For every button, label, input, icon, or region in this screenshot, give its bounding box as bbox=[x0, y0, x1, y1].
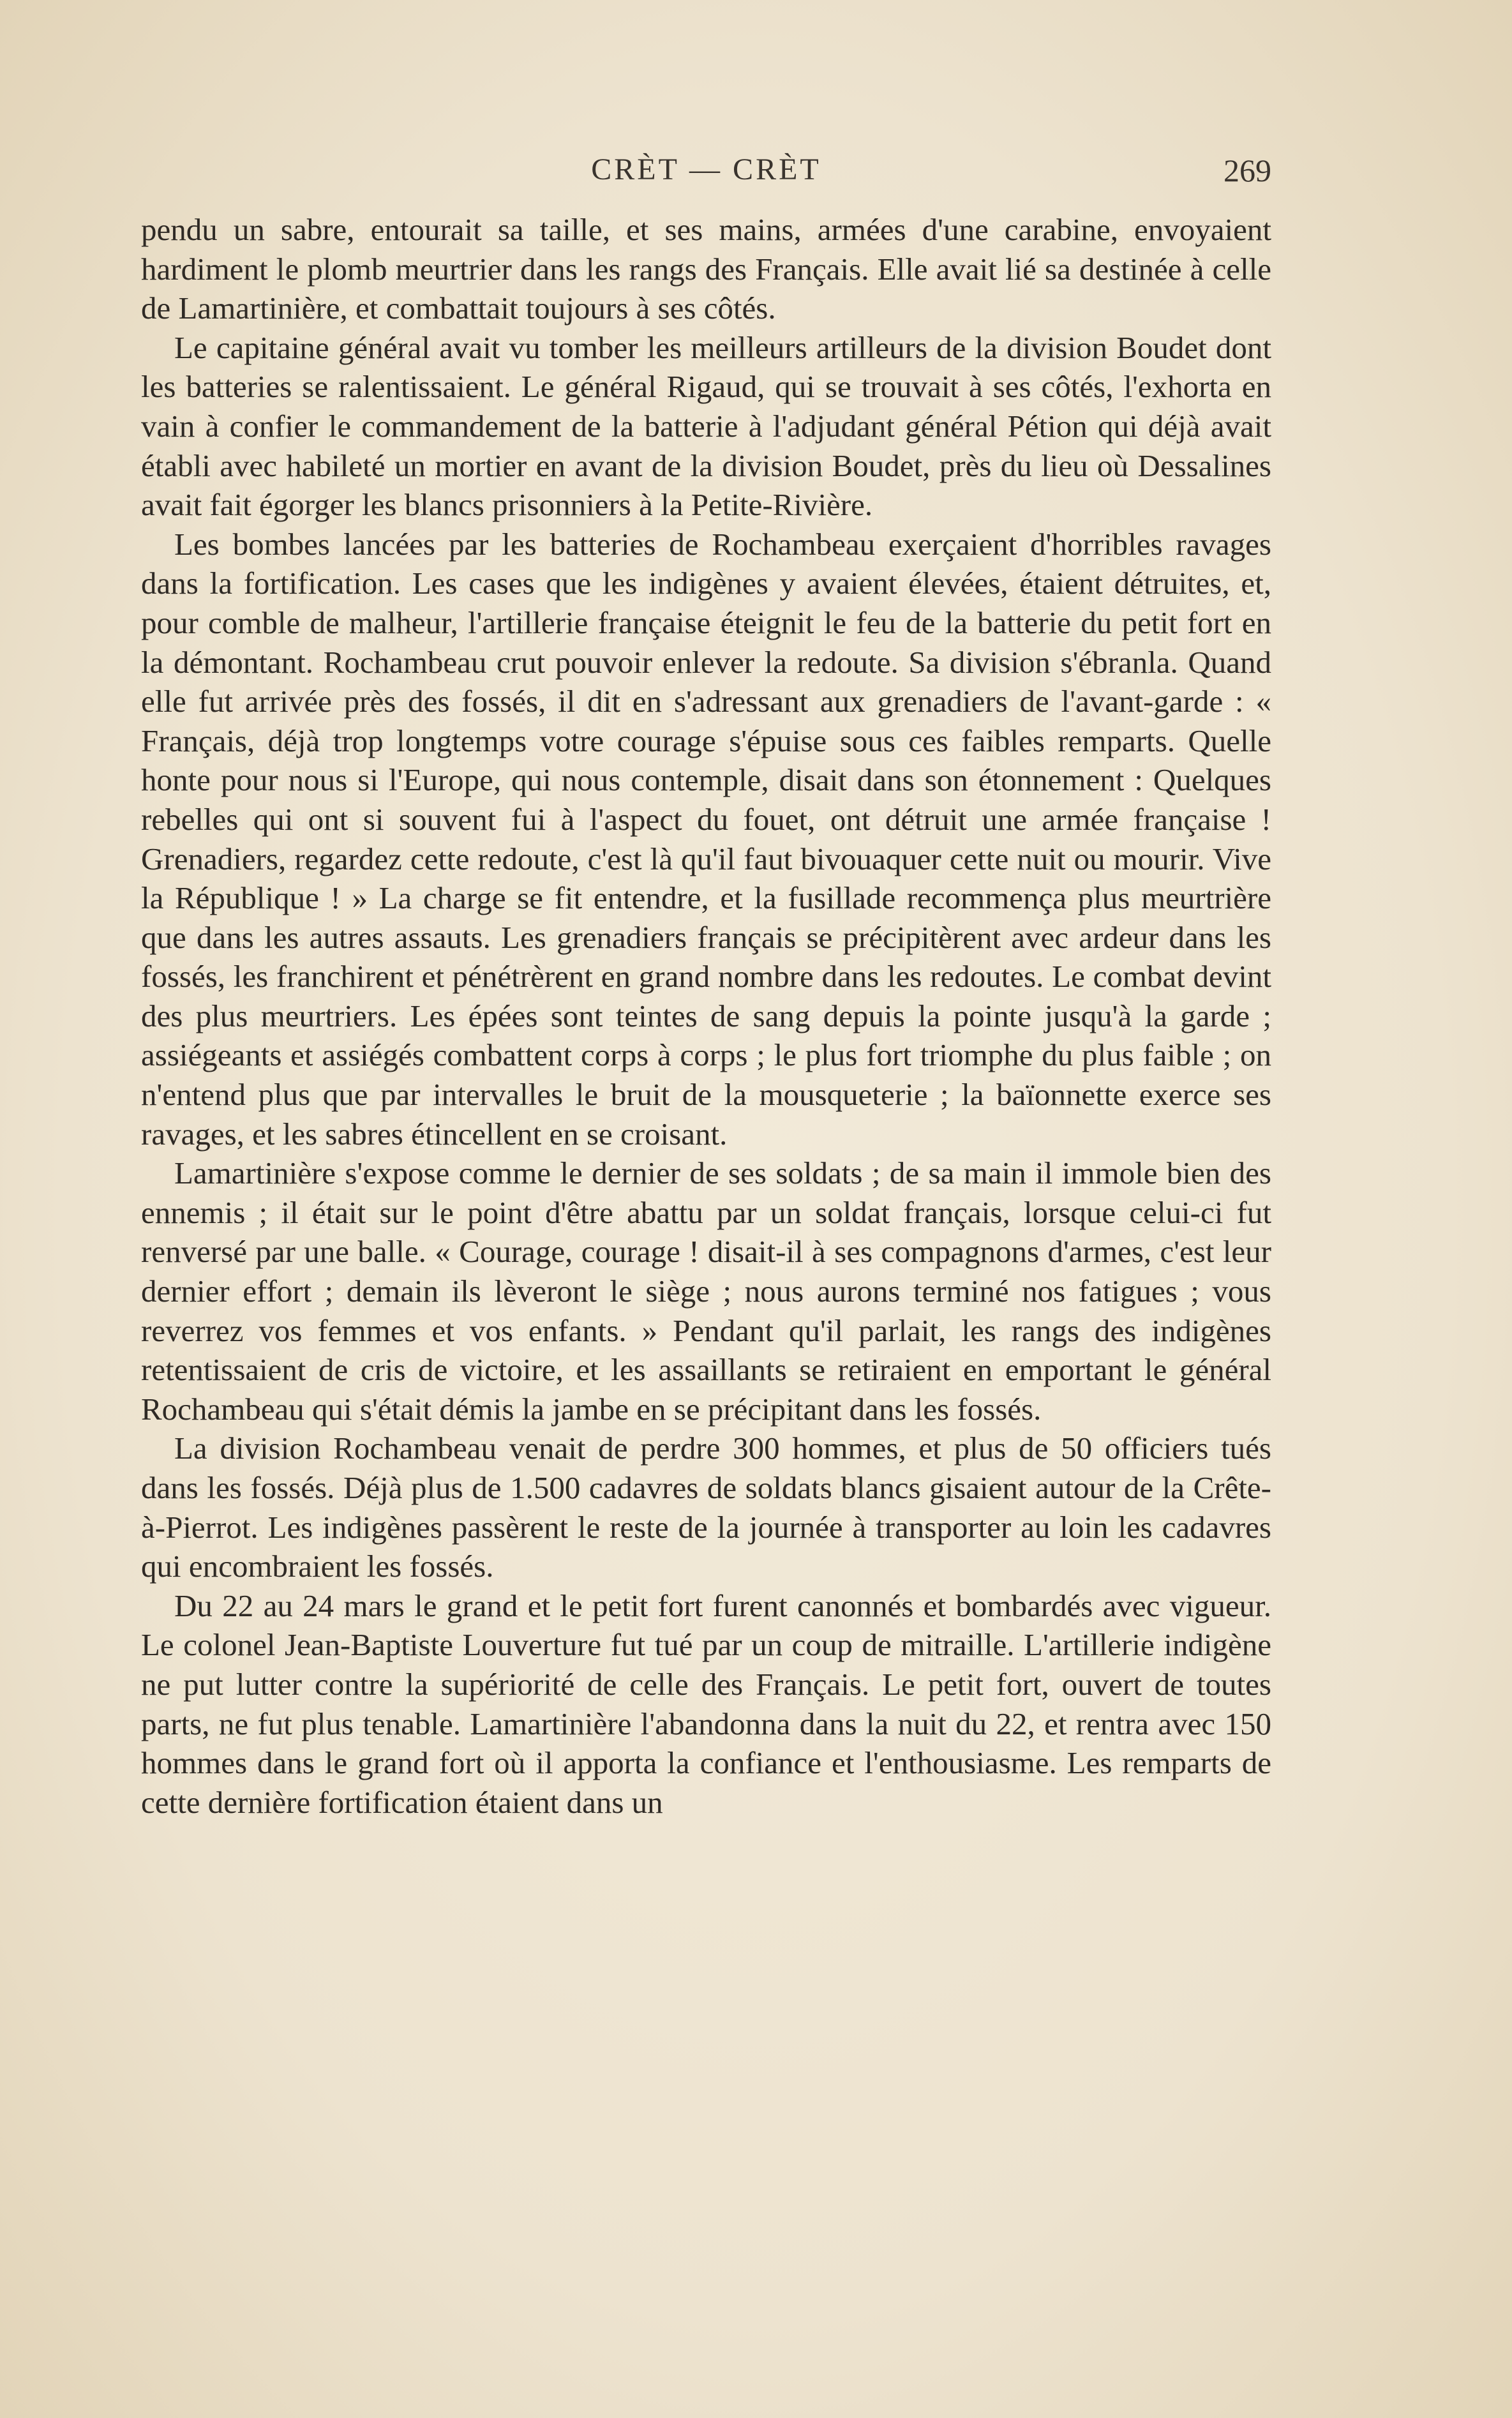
paragraph-4: Lamartinière s'expose comme le dernier de ses soldats ; de sa main il immole bien des ennemis ; il était sur le point d'être abattu par un soldat français, lorsque celui-ci fut renversé par une balle. « Courage, courage ! disait-il à ses compagnons d'armes, c'est leur dernier effort ; demain ils lèveront le siège ; nous aurons terminé nos fatigues ; vous reverrez vos femmes et vos enfants. » Pendant qu'il parlait, les rangs des indigènes retentissaient de cris de victoire, et les assaillants se retiraient en emportant le général Rochambeau qui s'était démis la jambe en se précipitant dans les fossés. bbox=[141, 1155, 1271, 1427]
paragraph-1: pendu un sabre, entourait sa taille, et ses mains, armées d'une carabine, envoyaient hardiment le plomb meurtrier dans les rangs des Français. Elle avait lié sa destinée à celle de Lamartinière, et combattait toujours à ses côtés. bbox=[141, 212, 1271, 326]
page-header bbox=[141, 146, 1271, 190]
paragraph-6: Du 22 au 24 mars le grand et le petit fort furent canonnés et bombardés avec vigueur. Le colonel Jean-Baptiste Louverture fut tué par un coup de mitraille. L'artillerie indigène ne put lutter contre la supériorité de celle des Français. Le petit fort, ouvert de toutes parts, ne fut plus tenable. Lamartinière l'abandonna dans la nuit du 22, et rentra avec 150 hommes dans le grand fort où il apporta la confiance et l'enthousiasme. Les remparts de cette dernière fortification étaient dans un bbox=[141, 1588, 1271, 1820]
paragraph-3: Les bombes lancées par les batteries de Rochambeau exerçaient d'horribles ravages dans la fortification. Les cases que les indigènes y avaient élevées, étaient détruites, et, pour comble de malheur, l'artillerie française éteignit le feu de la batterie du petit fort en la démontant. Rochambeau crut pouvoir enlever la redoute. Sa division s'ébranla. Quand elle fut arrivée près des fossés, il dit en s'adressant aux grenadiers de l'avant-garde : « Français, déjà trop longtemps votre courage s'épuise sous ces faibles remparts. Quelle honte pour nous si l'Europe, qui nous contemple, disait dans son étonnement : Quelques rebelles qui ont si souvent fui à l'aspect du fouet, ont détruit une armée française ! Grenadiers, regardez cette redoute, c'est là qu'il faut bivouaquer cette nuit ou mourir. Vive la République ! » La charge se fit entendre, et la fusillade recommença plus meurtrière que dans les autres assauts. Les grenadiers français se précipitèrent avec ardeur dans les fossés, les franchirent et pénétrèrent en grand nombre dans les redoutes. Le combat devint des plus meurtriers. Les épées sont teintes de sang depuis la pointe jusqu'à la garde ; assiégeants et assiégés combattent corps à corps ; le plus fort triomphe du plus faible ; on n'entend plus que par intervalles le bruit de la mousqueterie ; la baïonnette exerce ses ravages, et les sabres étincellent en se croisant. bbox=[141, 526, 1271, 1152]
paragraph-2: Le capitaine général avait vu tomber les meilleurs artilleurs de la division Boudet dont les batteries se ralentissaient. Le général Rigaud, qui se trouvait à ses côtés, l'exhorta en vain à confier le commandement de la batterie à l'adjudant général Pétion qui déjà avait établi avec habileté un mortier en avant de la division Boudet, près du lieu où Dessalines avait fait égorger les blancs prisonniers à la Petite-Rivière. bbox=[141, 329, 1271, 523]
paragraph-5: La division Rochambeau venait de perdre 300 hommes, et plus de 50 officiers tués dans les fossés. Déjà plus de 1.500 cadavres de soldats blancs gisaient autour de la Crête-à-Pierrot. Les indigènes passèrent le reste de la journée à transporter au loin les cadavres qui encombraient les fossés. bbox=[141, 1431, 1271, 1584]
running-title: CRÈT — CRÈT bbox=[591, 153, 821, 186]
page-number: 269 bbox=[1224, 153, 1271, 188]
text-body bbox=[141, 210, 1271, 2195]
